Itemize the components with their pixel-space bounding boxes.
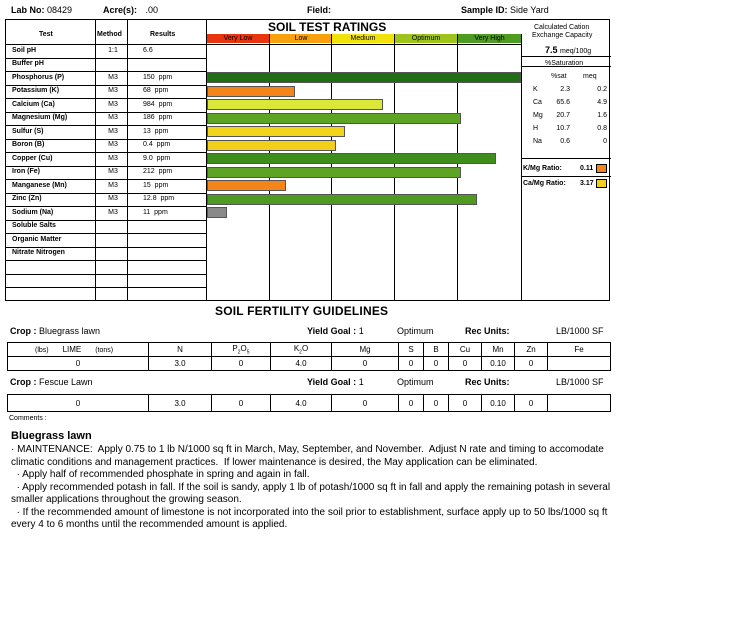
rating-bar — [207, 86, 295, 97]
rating-bar — [207, 72, 521, 83]
grid-hline — [6, 98, 206, 99]
grid-vline — [95, 20, 96, 300]
mg-value: 0 — [332, 357, 399, 371]
saturation-ion: Ca — [533, 99, 542, 106]
rating-bar — [207, 99, 383, 110]
test-name: Buffer pH — [12, 60, 44, 67]
test-name: Phosphorus (P) — [12, 73, 65, 81]
lab-no: Lab No: 08429 — [11, 5, 73, 15]
kmg-value: 0.11 — [580, 165, 594, 172]
grid-vline — [521, 34, 522, 300]
k2o-value: 4.0 — [271, 395, 332, 412]
test-name: Zinc (Zn) — [12, 195, 42, 202]
mn-value: 0.10 — [482, 395, 515, 412]
k2o-value: 4.0 — [271, 357, 332, 371]
crop-2-line: Crop : Fescue Lawn — [10, 377, 93, 387]
cec-panel-line — [521, 176, 611, 177]
fe-value — [548, 395, 611, 412]
saturation-meq: 0 — [603, 138, 607, 145]
test-method: M3 — [108, 114, 118, 121]
cec-panel-line — [521, 158, 611, 159]
rating-bar — [207, 113, 461, 124]
crop-2-values-row — [8, 395, 611, 412]
test-name: Soil pH — [12, 46, 37, 54]
kmg-rating-swatch — [596, 164, 607, 173]
rating-bar — [207, 140, 336, 151]
saturation-ion: Na — [533, 138, 542, 145]
lime-header: (lbs) LIME (tons) — [8, 343, 149, 357]
comments-label: Comments : — [9, 415, 47, 422]
crop-1-rec-label: Rec Units: — [465, 326, 510, 336]
test-method: M3 — [108, 127, 118, 135]
grid-hline — [6, 247, 206, 248]
col-header-test: Test — [39, 31, 53, 38]
saturation-sat: 0.6 — [560, 138, 570, 145]
rating-bar — [207, 126, 345, 137]
kmg-label: K/Mg Ratio: — [523, 165, 562, 172]
test-name: Manganese (Mn) — [12, 181, 67, 189]
saturation-ion: H — [533, 125, 539, 132]
crop-1-yield: Yield Goal : 1 — [307, 326, 364, 336]
grid-hline — [6, 166, 206, 167]
test-name: Sodium (Na) — [12, 208, 54, 216]
s-value: 0 — [399, 395, 424, 412]
rating-label-very-high: Very High — [458, 34, 521, 43]
grid-hline — [6, 179, 206, 180]
n-value: 3.0 — [149, 357, 212, 371]
saturation-meq: 0.2 — [597, 86, 607, 93]
rating-bar — [207, 153, 496, 164]
fe-header: Fe — [548, 343, 611, 357]
saturation-sat: 2.3 — [560, 86, 570, 93]
camg-label: Ca/Mg Ratio: — [523, 180, 566, 187]
lime-value: 0 — [8, 357, 149, 371]
saturation-ion: K — [533, 86, 538, 93]
acres: Acre(s): .00 — [103, 5, 159, 15]
sample-id-value: Side Yard — [510, 5, 549, 15]
rating-label-very-low: Very Low — [207, 34, 269, 43]
saturation-meq: 1.6 — [597, 112, 607, 119]
cec-label-2: Exchange Capacity — [532, 32, 593, 39]
crop-2-recommendation-table — [7, 394, 611, 412]
rating-bar — [207, 194, 477, 205]
test-result: 12.8 ppm — [143, 195, 175, 202]
grid-hline — [6, 44, 521, 45]
test-name: Organic Matter — [12, 235, 62, 243]
p2o5-value: 0 — [212, 357, 271, 371]
test-method: 1:1 — [108, 46, 118, 54]
col-header-meq: meq — [583, 73, 597, 80]
n-header: N — [149, 343, 212, 357]
grid-hline — [6, 220, 206, 221]
test-name: Calcium (Ca) — [12, 100, 55, 108]
zn-value: 0 — [515, 357, 548, 371]
comment-paragraph: · Apply half of recommended phosphate in spring and again in fall. — [11, 469, 310, 480]
test-result: 150 ppm — [143, 73, 173, 81]
crop-2-rec-label: Rec Units: — [465, 377, 510, 387]
grid-hline — [6, 193, 206, 194]
ratings-title: SOIL TEST RATINGS — [268, 20, 387, 34]
camg-value: 3.17 — [580, 180, 594, 187]
test-name: Iron (Fe) — [12, 168, 40, 175]
rating-label-optimum: Optimum — [395, 34, 457, 43]
crop-1-units: LB/1000 SF — [556, 326, 604, 336]
comments-body — [11, 444, 621, 532]
rating-bar — [207, 167, 461, 178]
crop-2-units: LB/1000 SF — [556, 377, 604, 387]
saturation-title: %Saturation — [545, 60, 584, 67]
lime-value: 0 — [8, 395, 149, 412]
test-result: 68 ppm — [143, 87, 169, 94]
b-value: 0 — [424, 395, 449, 412]
lab-no-value: 08429 — [47, 5, 73, 15]
zn-value: 0 — [515, 395, 548, 412]
crop-1-recommendation-table — [7, 342, 611, 371]
mg-value: 0 — [332, 395, 399, 412]
p2o5-header: $P_2O_5$ — [212, 343, 271, 357]
cec-panel-line — [521, 56, 611, 57]
test-method: M3 — [108, 208, 118, 216]
guidelines-title: SOIL FERTILITY GUIDELINES — [215, 304, 389, 318]
n-value: 3.0 — [149, 395, 212, 412]
test-result: 984 ppm — [143, 100, 173, 108]
test-name: Magnesium (Mg) — [12, 114, 68, 121]
cec-label-1: Calculated Cation — [534, 24, 590, 31]
test-method: M3 — [108, 168, 118, 175]
comment-paragraph: · If the recommended amount of limestone is not incorporated into the soil prior to establishment, surface apply up to 50 lbs/1000 sq ft every 4 to 6 months until the recommended amount is applied. — [11, 506, 611, 530]
grid-hline — [6, 125, 206, 126]
saturation-sat: 10.7 — [556, 125, 570, 132]
test-method: M3 — [108, 195, 118, 202]
test-method: M3 — [108, 87, 118, 94]
test-result: 6.6 — [143, 46, 153, 54]
cu-value: 0 — [449, 395, 482, 412]
b-header: B — [424, 343, 449, 357]
saturation-meq: 4.9 — [597, 99, 607, 106]
s-header: S — [399, 343, 424, 357]
rating-bar — [207, 207, 227, 218]
b-value: 0 — [424, 357, 449, 371]
saturation-ion: Mg — [533, 112, 543, 119]
test-method: M3 — [108, 141, 118, 148]
mg-header: Mg — [332, 343, 399, 357]
crop-1-name: Bluegrass lawn — [39, 326, 101, 336]
crop-1-line: Crop : Bluegrass lawn — [10, 326, 101, 336]
test-result: 11 ppm — [143, 208, 168, 216]
test-name: Copper (Cu) — [12, 154, 53, 162]
acres-value: .00 — [145, 5, 159, 15]
saturation-meq: 0.8 — [597, 125, 607, 132]
col-header-sat: %sat — [551, 73, 567, 80]
test-name: Boron (B) — [12, 141, 45, 148]
test-result: 0.4 ppm — [143, 141, 171, 148]
col-header-results: Results — [150, 31, 176, 38]
cu-value: 0 — [449, 357, 482, 371]
rating-bar — [207, 180, 286, 191]
test-name: Soluble Salts — [12, 222, 56, 229]
test-name: Sulfur (S) — [12, 127, 44, 135]
grid-hline — [6, 206, 206, 207]
test-method: M3 — [108, 73, 118, 81]
field-label: Field: — [307, 5, 331, 15]
test-result: 15 ppm — [143, 181, 169, 189]
crop-2-yield: Yield Goal : 1 — [307, 377, 364, 387]
saturation-sat: 20.7 — [556, 112, 570, 119]
crop-1-level: Optimum — [397, 326, 434, 336]
test-name: Nitrate Nitrogen — [12, 249, 65, 256]
crop-2-level: Optimum — [397, 377, 434, 387]
grid-hline — [6, 85, 206, 86]
comments-crop-title: Bluegrass lawn — [11, 430, 92, 442]
zn-header: Zn — [515, 343, 548, 357]
cec-value: 7.5 meq/100g — [545, 45, 592, 55]
grid-hline — [6, 112, 206, 113]
p2o5-value: 0 — [212, 395, 271, 412]
rating-label-low: Low — [270, 34, 332, 43]
mn-header: Mn — [482, 343, 515, 357]
test-result: 212 ppm — [143, 168, 173, 175]
test-result: 9.0 ppm — [143, 154, 171, 162]
test-method: M3 — [108, 100, 118, 108]
camg-rating-swatch — [596, 179, 607, 188]
s-value: 0 — [399, 357, 424, 371]
test-result: 186 ppm — [143, 114, 173, 121]
test-method: M3 — [108, 154, 118, 162]
test-name: Potassium (K) — [12, 87, 60, 94]
test-method: M3 — [108, 181, 118, 189]
crop-2-name: Fescue Lawn — [39, 377, 93, 387]
k2o-header: $K_2O$ — [271, 343, 332, 357]
mn-value: 0.10 — [482, 357, 515, 371]
grid-hline — [6, 260, 206, 261]
crop-1-values-row — [8, 357, 611, 371]
grid-hline — [6, 71, 206, 72]
grid-hline — [6, 152, 206, 153]
sample-id: Sample ID: Side Yard — [461, 5, 549, 15]
col-header-method: Method — [97, 31, 122, 38]
grid-hline — [6, 233, 206, 234]
grid-hline — [6, 139, 206, 140]
cu-header: Cu — [449, 343, 482, 357]
grid-hline — [6, 274, 206, 275]
grid-hline — [6, 58, 206, 59]
grid-hline — [6, 287, 206, 288]
fe-value — [548, 357, 611, 371]
recommendation-header-row — [8, 343, 611, 357]
saturation-sat: 65.6 — [556, 99, 570, 106]
test-result: 13 ppm — [143, 127, 169, 135]
comment-paragraph: · Apply recommended potash in fall. If the soil is sandy, apply 1 lb of potash/1000 sq ft in fall and apply the remaining potash in several smaller applications throughout the growing season. — [11, 481, 613, 505]
soil-test-table — [5, 19, 610, 301]
comment-paragraph: · MAINTENANCE: Apply 0.75 to 1 lb N/1000 sq ft in March, May, September, and November. Adjust N rate and timing to accomodate climatic conditions and management practices. If lower maintenance is desired, the May application can be eliminated. — [11, 444, 607, 468]
rating-label-medium: Medium — [332, 34, 394, 43]
